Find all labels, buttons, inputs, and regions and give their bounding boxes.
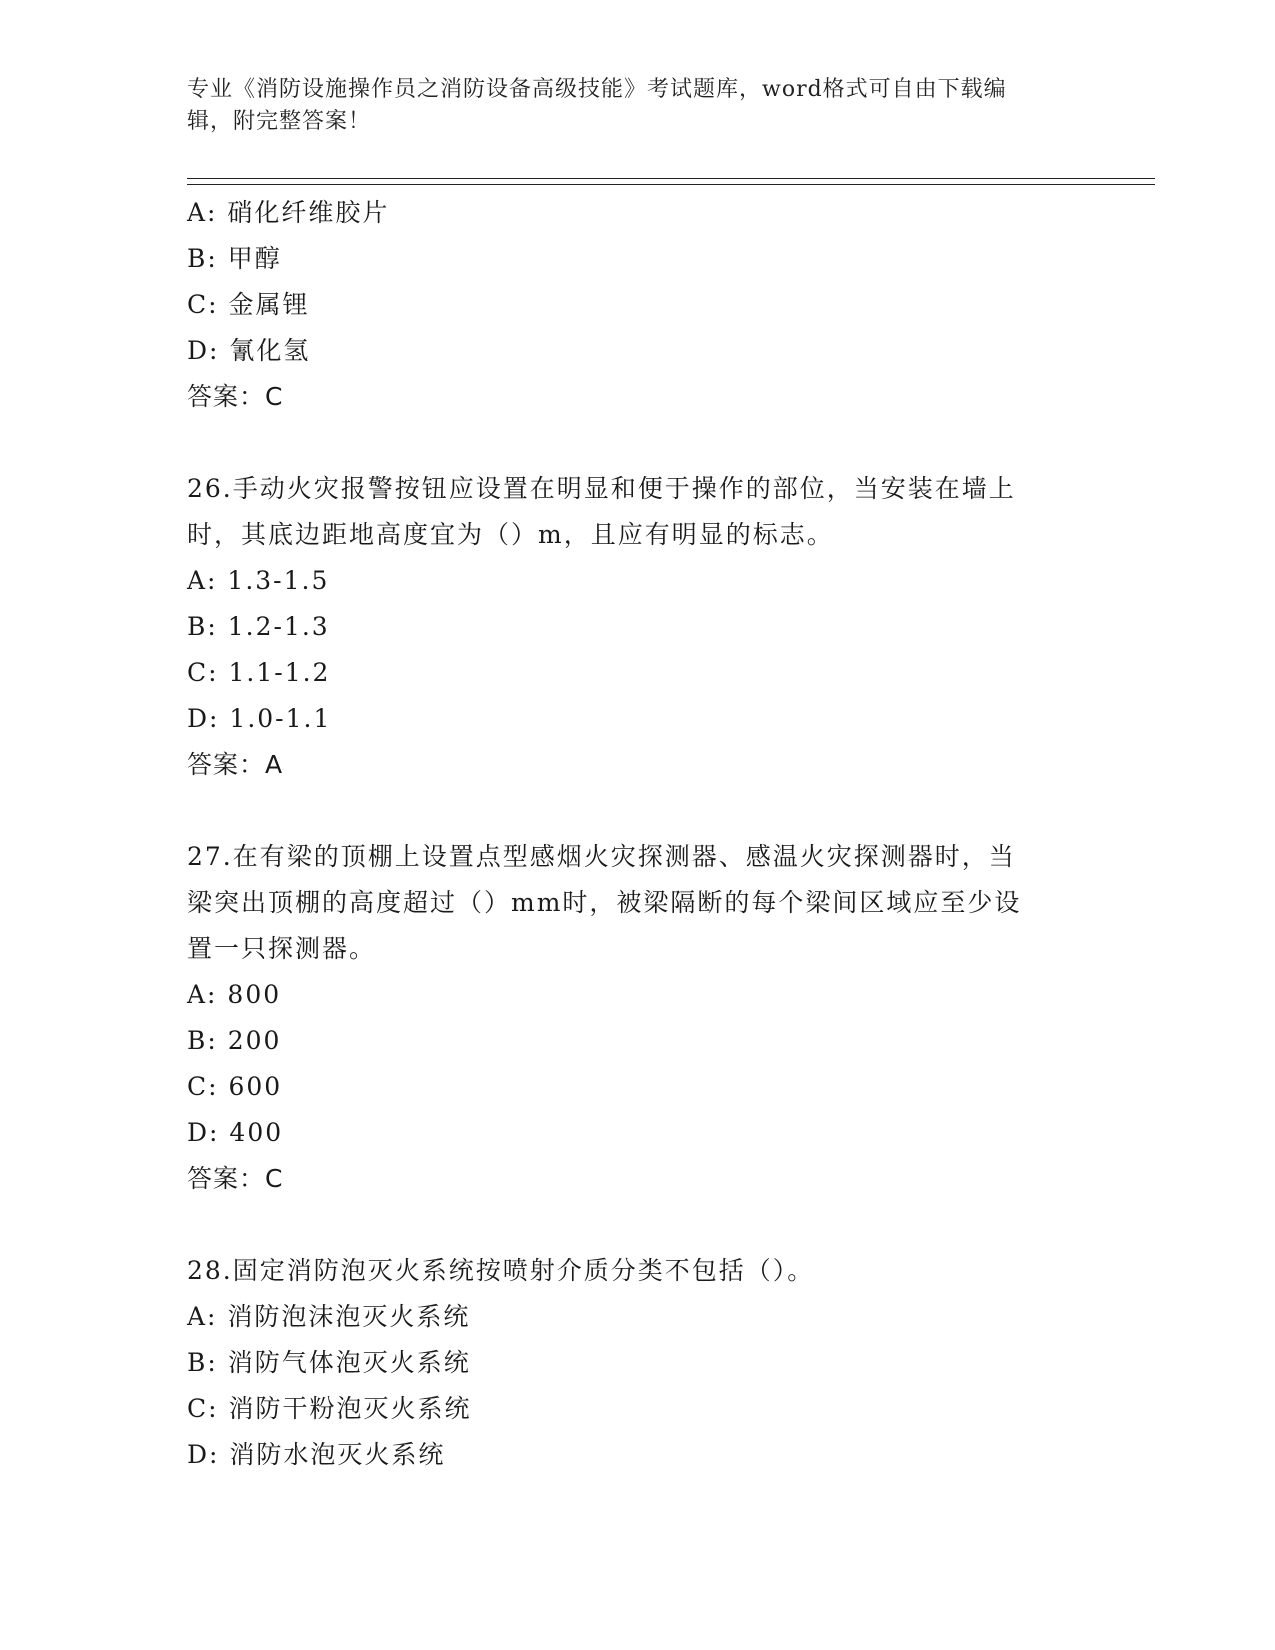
answer: 答案：C (187, 382, 284, 411)
spacer (187, 788, 1087, 834)
header-line-1: 专业《消防设施操作员之消防设备高级技能》考试题库，word格式可自由下载编 (187, 77, 1007, 102)
header-divider-bottom (187, 184, 1155, 185)
option-a: A: 消防泡沫泡灭火系统 (187, 1302, 471, 1331)
spacer (187, 420, 1087, 466)
header-divider-top (187, 178, 1155, 179)
option-c: C: 金属锂 (187, 290, 310, 319)
answer: 答案：A (187, 750, 284, 779)
question-text-line: 27.在有梁的顶棚上设置点型感烟火灾探测器、感温火灾探测器时，当 (187, 842, 1016, 871)
document-header (187, 74, 1077, 138)
question-text-line: 时，其底边距地高度宜为（）m，且应有明显的标志。 (187, 520, 834, 549)
option-b: B: 消防气体泡灭火系统 (187, 1348, 471, 1377)
question-25 (187, 190, 1087, 420)
question-27 (187, 834, 1087, 1202)
question-text-line: 梁突出顶棚的高度超过（）mm时，被梁隔断的每个梁间区域应至少设 (187, 888, 1022, 917)
question-26 (187, 466, 1087, 788)
option-d: D: 消防水泡灭火系统 (187, 1440, 446, 1469)
option-a: A: 800 (187, 980, 282, 1009)
question-28 (187, 1248, 1087, 1478)
question-text-line: 28.固定消防泡灭火系统按喷射介质分类不包括（）。 (187, 1256, 815, 1285)
option-d: D: 1.0-1.1 (187, 704, 332, 733)
option-c: C: 消防干粉泡灭火系统 (187, 1394, 472, 1423)
option-b: B: 200 (187, 1026, 282, 1055)
option-b: B: 1.2-1.3 (187, 612, 330, 641)
option-c: C: 600 (187, 1072, 283, 1101)
question-text-line: 置一只探测器。 (187, 934, 377, 963)
question-list (187, 190, 1087, 1478)
question-text-line: 26.手动火灾报警按钮应设置在明显和便于操作的部位，当安装在墙上 (187, 474, 1016, 503)
option-c: C: 1.1-1.2 (187, 658, 331, 687)
answer: 答案：C (187, 1164, 284, 1193)
option-d: D: 氰化氢 (187, 336, 311, 365)
option-a: A: 硝化纤维胶片 (187, 198, 390, 227)
option-d: D: 400 (187, 1118, 284, 1147)
spacer (187, 1202, 1087, 1248)
option-a: A: 1.3-1.5 (187, 566, 330, 595)
option-b: B: 甲醇 (187, 244, 282, 273)
header-line-2: 辑，附完整答案！ (187, 109, 372, 134)
